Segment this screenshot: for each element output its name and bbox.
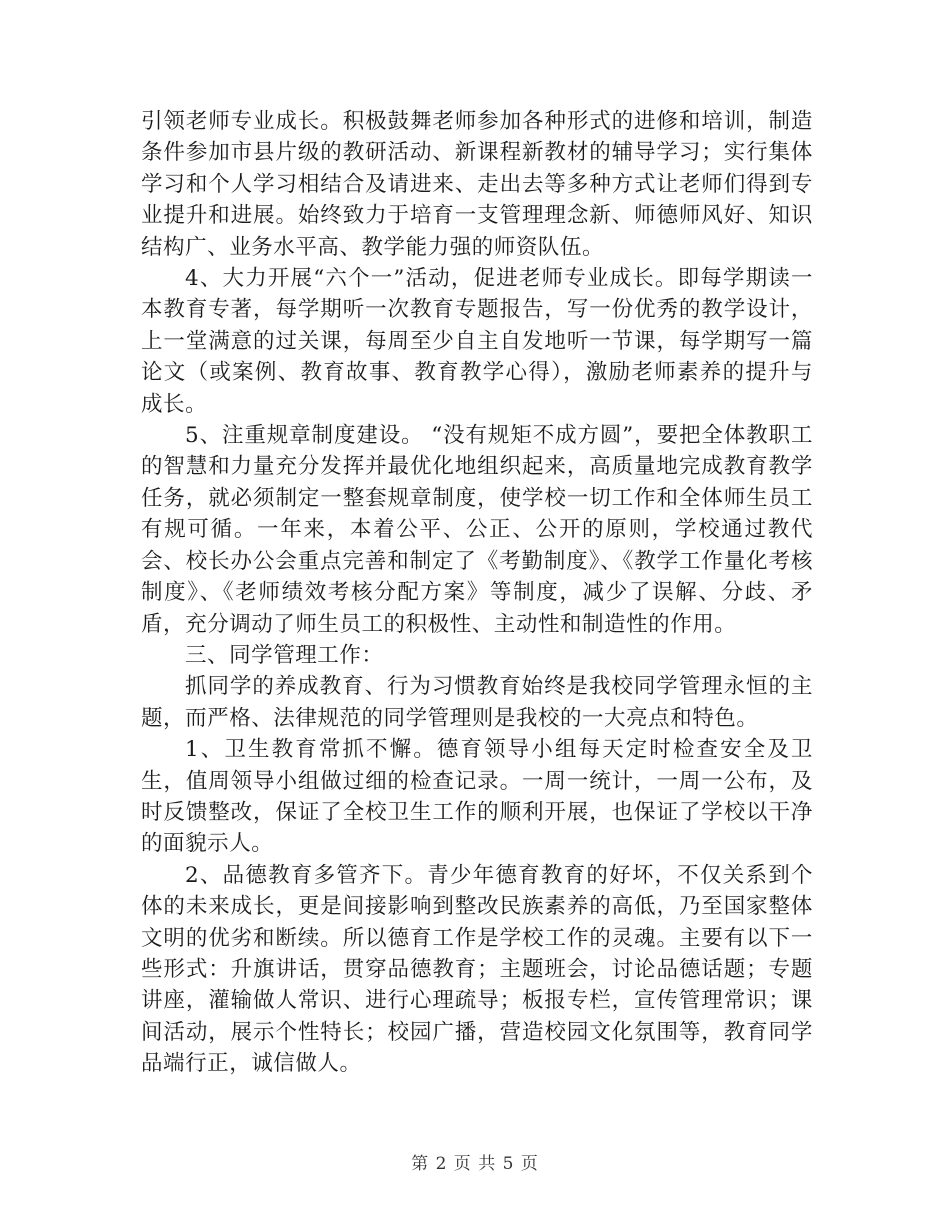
- page-number-footer: 第 2 页 共 5 页: [411, 1154, 539, 1174]
- paragraph-item-4: 4、大力开展“六个一”活动，促进老师专业成长。即每学期读一本教育专著，每学期听一次教育专题报告，写一份优秀的教学设计，上一堂满意的过关课，每周至少自主自发地听一节课，每学期写一篇论文（或案例、教育故事、教育教学心得），激励老师素养的提升与成长。: [141, 266, 813, 417]
- paragraph-intro: 抓同学的养成教育、行为习惯教育始终是我校同学管理永恒的主题，而严格、法律规范的同学管理则是我校的一大亮点和特色。: [141, 674, 813, 731]
- paragraph-continued: 引领老师专业成长。积极鼓舞老师参加各种形式的进修和培训，制造条件参加市县片级的教研活动、新课程新教材的辅导学习；实行集体学习和个人学习相结合及请进来、走出去等多种方式让老师们得到专业提升和进展。始终致力于培育一支管理理念新、师德师风好、知识结构广、业务水平高、教学能力强的师资队伍。: [141, 109, 813, 260]
- paragraph-item-5: 5、注重规章制度建设。 “没有规矩不成方圆”，要把全体教职工的智慧和力量充分发挥并最优化地组织起来，高质量地完成教育教学任务，就必须制定一整套规章制度，使学校一切工作和全体师生员工有规可循。一年来，本着公平、公正、公开的原则，学校通过教代会、校长办公会重点完善和制定了《考勤制度》、《教学工作量化考核制度》、《老师绩效考核分配方案》等制度，减少了误解、分歧、矛盾，充分调动了师生员工的积极性、主动性和制造性的作用。: [141, 423, 813, 637]
- document-body: [141, 106, 813, 1080]
- section-heading-student-management: 三、同学管理工作：: [185, 642, 384, 668]
- paragraph-item-1: 1、卫生教育常抓不懈。德育领导小组每天定时检查安全及卫生，值周领导小组做过细的检查记录。一周一统计，一周一公布，及时反馈整改，保证了全校卫生工作的顺利开展，也保证了学校以干净的面貌示人。: [141, 737, 813, 857]
- paragraph-item-2: 2、品德教育多管齐下。青少年德育教育的好坏，不仅关系到个体的未来成长，更是间接影响到整改民族素养的高低，乃至国家整体文明的优劣和断续。所以德育工作是学校工作的灵魂。主要有以下一些形式：升旗讲话，贯穿品德教育；主题班会，讨论品德话题；专题讲座，灌输做人常识、进行心理疏导；板报专栏，宣传管理常识；课间活动，展示个性特长；校园广播，营造校园文化氛围等，教育同学品端行正，诚信做人。: [141, 862, 813, 1077]
